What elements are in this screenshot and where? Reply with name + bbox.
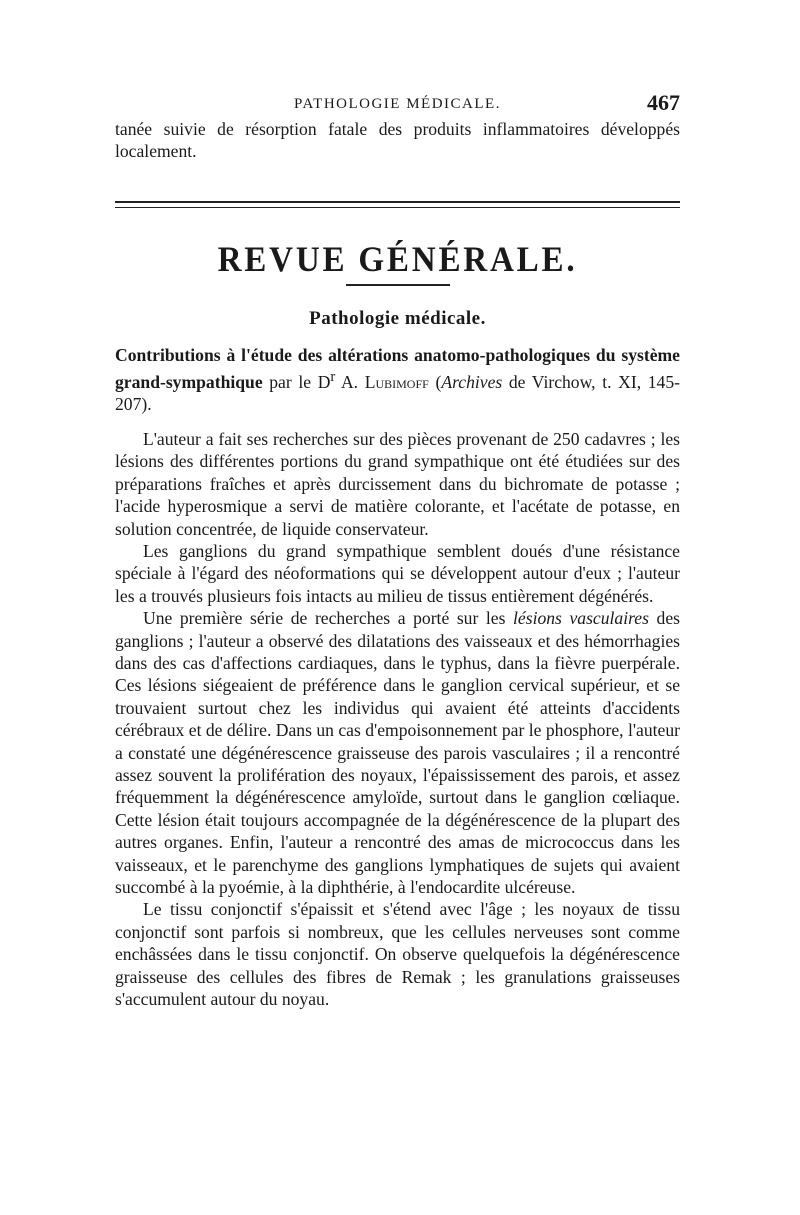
article-body (115, 428, 680, 1011)
paragraph-3 (115, 607, 680, 898)
paragraph-4: Le tissu conjonctif s'épaissit et s'étend avec l'âge ; les noyaux de tissu conjonctif sont parfois si nombreux, que les cellules nerveuses sont comme enchâssées dans le tissu conjonctif. On observe quelquefois la dégénérescence graisseuse des cellules des fibres de Remak ; les granulations graisseuses s'accumulent autour du noyau. (115, 899, 680, 1010)
section-title: REVUE GÉNÉRALE. (217, 238, 578, 279)
title-underline (346, 284, 450, 286)
page-number: 467 (647, 90, 680, 115)
entry-source-italic: Archives (441, 372, 503, 393)
entry-heading (115, 344, 680, 416)
entry-author: A. Lubimoff (335, 372, 429, 393)
entry-title: Contributions à l'étude des altérations anatomo-pathologiques du système grand-sympathique (115, 344, 680, 393)
paragraph-3-start: Une première série de recherches a porté sur les (143, 608, 514, 629)
paragraph-3-italic: lésions vasculaires (513, 608, 649, 629)
running-title: PATHOLOGIE MÉDICALE. (294, 96, 501, 112)
running-header (115, 88, 680, 118)
book-page (115, 88, 680, 1010)
subsection-title: Pathologie médicale. (309, 307, 486, 329)
entry-by-sup: r (330, 369, 336, 386)
section-divider (115, 201, 680, 208)
paragraph-2: Les ganglions du grand sympathique semblent doués d'une résistance spéciale à l'égard des néoformations qui se développent autour d'eux ; l'auteur les a trouvés plusieurs fois intacts au milieu de tissus entièrement dégénérés. (115, 540, 680, 606)
entry-source-open: ( (428, 372, 442, 393)
paragraph-3-rest: des ganglions ; l'auteur a observé des dilatations des vaisseaux et des hémorrhagies dans des cas d'affections cardiaques, dans le typhus, dans la fièvre puerpérale. Ces lésions siégeaient de préférence dans le ganglion cervical supérieur, et se trouvaient surtout chez les individus qui avaient été atteints d'accidents cérébraux et de délire. Dans un cas d'empoisonnement par le phosphore, l'auteur a constaté une dégénérescence graisseuse des parois vasculaires ; il a rencontré assez souvent la prolifération des noyaux, l'épaississement des parois, et assez fréquemment la dégénérescence amyloïde, surtout dans le ganglion cœliaque. Cette lésion était toujours accompagnée de la dégénérescence de la plupart des autres organes. Enfin, l'auteur a rencontré des amas de micrococcus dans les vaisseaux, et le parenchyme des ganglions lymphatiques de sujets qui avaient succombé à la pyoémie, à la diphthérie, à l'endocardite ulcéreuse. (115, 608, 680, 898)
paragraph-1: L'auteur a fait ses recherches sur des pièces provenant de 250 cadavres ; les lésions des différentes portions du grand sympathique ont été étudiées sur des préparations fraîches et après durcissement dans du bichromate de potasse ; l'acide hyperosmique a servi de matière colorante, et l'acétate de potasse, en solution concentrée, de liquide conservateur. (115, 428, 680, 539)
carryover-text: tanée suivie de résorption fatale des produits inflammatoires développés localement. (115, 119, 680, 162)
entry-by: par le D (262, 372, 331, 393)
entry-source-rest: de Virchow, t. XI, 145-207). (115, 372, 680, 415)
